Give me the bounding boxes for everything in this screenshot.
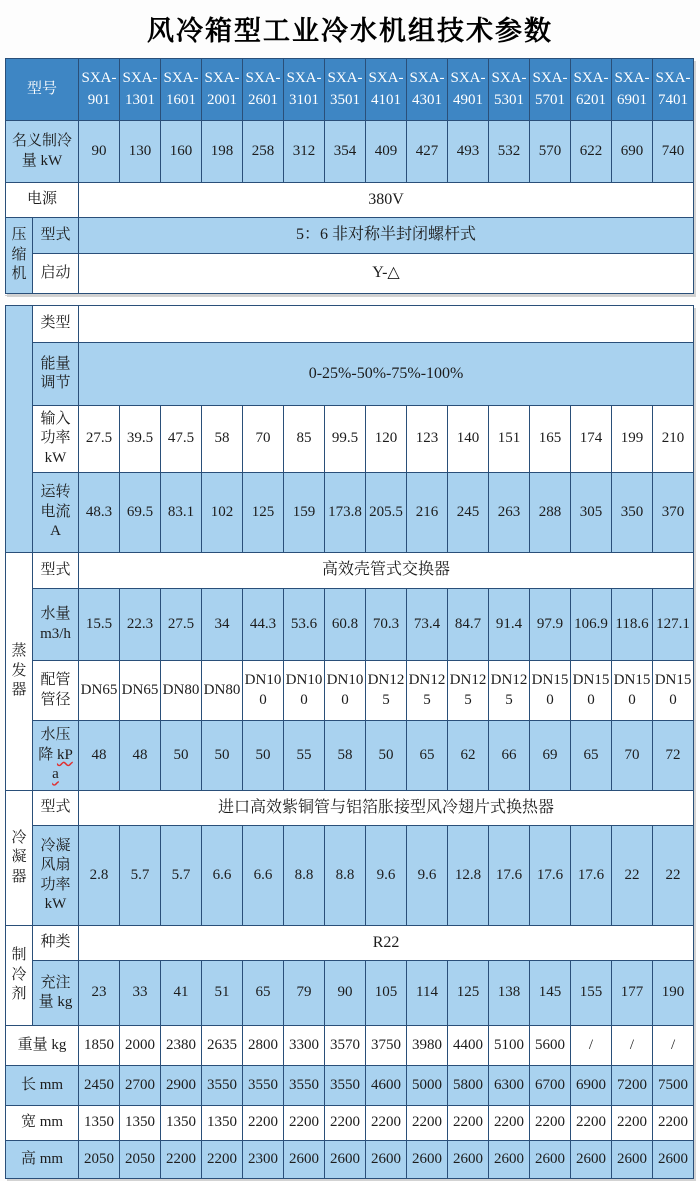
cell-pipe-diameter-col13: DN150 [612,661,653,721]
cell-charge-amount-col7: 105 [366,961,407,1026]
cell-cooling-capacity-col9: 493 [448,121,489,183]
cell-input-power-col13: 199 [612,406,653,473]
cell-water-flow-col7: 70.3 [366,589,407,661]
cell-height-col7: 2600 [366,1141,407,1179]
cell-charge-amount-col2: 41 [161,961,202,1026]
row-label-water-flow: 水量 m3/h [33,589,79,661]
cell-pipe-diameter-col10: DN125 [489,661,530,721]
cell-height-col13: 2600 [612,1141,653,1179]
cell-water-flow-col2: 27.5 [161,589,202,661]
cell-height-col11: 2600 [530,1141,571,1179]
cell-length-col4: 3550 [243,1066,284,1106]
merged-value-power-supply: 380V [79,183,694,218]
model-header-row [6,59,694,121]
cell-weight-col4: 2800 [243,1026,284,1066]
row-label-evaporator-form: 型式 [33,553,79,589]
cell-running-current-col7: 205.5 [366,473,407,553]
cell-water-pressure-drop-col9: 62 [448,721,489,791]
cell-charge-amount-col8: 114 [407,961,448,1026]
table-row-evaporator-form [6,553,694,589]
table-row-condenser-form [6,791,694,826]
cell-cooling-capacity-col11: 570 [530,121,571,183]
merged-value-condenser-form: 进口高效紫铜管与铝箔胀接型风冷翅片式换热器 [79,791,694,826]
model-cell [161,59,202,121]
cell-charge-amount-col3: 51 [202,961,243,1026]
model-prefix: SXA- [81,69,117,86]
model-prefix: SXA- [409,69,445,86]
table-row-length [6,1066,694,1106]
table-row-input-power [6,406,694,473]
cell-fan-power-col1: 5.7 [120,826,161,926]
cell-pipe-diameter-col9: DN125 [448,661,489,721]
model-number: 4301 [412,91,443,108]
cell-fan-power-col11: 17.6 [530,826,571,926]
row-label-pipe-diameter: 配管管径 [33,661,79,721]
model-number: 4101 [371,91,402,108]
cell-width-col10: 2200 [489,1106,530,1141]
row-label-width: 宽 mm [6,1106,79,1141]
cell-length-col13: 7200 [612,1066,653,1106]
cell-height-col10: 2600 [489,1141,530,1179]
row-label-cooling-capacity: 名义制冷量 kW [6,121,79,183]
cell-weight-col0: 1850 [79,1026,120,1066]
cell-water-flow-col1: 22.3 [120,589,161,661]
model-number: 2001 [207,91,238,108]
cell-weight-col13: / [612,1026,653,1066]
table-row-charge-amount [6,961,694,1026]
cell-height-col12: 2600 [571,1141,612,1179]
cell-water-pressure-drop-col0: 48 [79,721,120,791]
cell-fan-power-col6: 8.8 [325,826,366,926]
cell-pipe-diameter-col2: DN80 [161,661,202,721]
cell-running-current-col13: 350 [612,473,653,553]
cell-running-current-col14: 370 [653,473,694,553]
cell-water-flow-col4: 44.3 [243,589,284,661]
cell-water-pressure-drop-col13: 70 [612,721,653,791]
table-row-running-current [6,473,694,553]
cell-length-col10: 6300 [489,1066,530,1106]
cell-length-col0: 2450 [79,1066,120,1106]
cell-fan-power-col12: 17.6 [571,826,612,926]
cell-water-pressure-drop-col6: 58 [325,721,366,791]
model-number: 1601 [166,91,197,108]
cell-water-flow-col3: 34 [202,589,243,661]
model-header-label: 型号 [6,59,79,121]
table-row-fan-power [6,826,694,926]
cell-length-col3: 3550 [202,1066,243,1106]
table-row-power-supply [6,183,694,218]
spec-table-block1 [5,58,694,294]
cell-input-power-col0: 27.5 [79,406,120,473]
cell-weight-col2: 2380 [161,1026,202,1066]
cell-input-power-col14: 210 [653,406,694,473]
cell-width-col1: 1350 [120,1106,161,1141]
model-number: 5701 [535,91,566,108]
cell-running-current-col1: 69.5 [120,473,161,553]
cell-width-col2: 1350 [161,1106,202,1141]
cell-pipe-diameter-col0: DN65 [79,661,120,721]
cell-weight-col9: 4400 [448,1026,489,1066]
model-prefix: SXA- [286,69,322,86]
model-cell [243,59,284,121]
cell-fan-power-col2: 5.7 [161,826,202,926]
cell-input-power-col5: 85 [284,406,325,473]
cell-cooling-capacity-col8: 427 [407,121,448,183]
cell-water-flow-col6: 60.8 [325,589,366,661]
cell-fan-power-col0: 2.8 [79,826,120,926]
row-label-input-power: 输入功率 kW [33,406,79,473]
cell-width-col11: 2200 [530,1106,571,1141]
cell-length-col12: 6900 [571,1066,612,1106]
row-label-condenser-form: 型式 [33,791,79,826]
row-label-charge-amount: 充注量 kg [33,961,79,1026]
group-label-condenser-form: 冷凝器 [6,791,33,926]
row-label-running-current: 运转电流 A [33,473,79,553]
row-label-water-pressure-drop: 水压降 kPa [33,721,79,791]
cell-pipe-diameter-col12: DN150 [571,661,612,721]
cell-fan-power-col13: 22 [612,826,653,926]
cell-water-flow-col14: 127.1 [653,589,694,661]
cell-width-col7: 2200 [366,1106,407,1141]
cell-charge-amount-col4: 65 [243,961,284,1026]
cell-water-flow-col5: 53.6 [284,589,325,661]
cell-height-col2: 2200 [161,1141,202,1179]
table-row-width [6,1106,694,1141]
row-label-compressor-kind: 类型 [33,306,79,343]
cell-running-current-col3: 102 [202,473,243,553]
model-prefix: SXA- [245,69,281,86]
cell-input-power-col12: 174 [571,406,612,473]
group-label-refrigerant-kind: 制冷剂 [6,926,33,1026]
cell-water-pressure-drop-col8: 65 [407,721,448,791]
cell-cooling-capacity-col13: 690 [612,121,653,183]
cell-pipe-diameter-col11: DN150 [530,661,571,721]
cell-input-power-col3: 58 [202,406,243,473]
cell-water-pressure-drop-col11: 69 [530,721,571,791]
cell-pipe-diameter-col4: DN100 [243,661,284,721]
table-row-pipe-diameter [6,661,694,721]
cell-charge-amount-col6: 90 [325,961,366,1026]
cell-water-flow-col8: 73.4 [407,589,448,661]
page-title: 风冷箱型工业冷水机组技术参数 [147,16,553,46]
cell-input-power-col6: 99.5 [325,406,366,473]
cell-length-col8: 5000 [407,1066,448,1106]
cell-charge-amount-col5: 79 [284,961,325,1026]
cell-charge-amount-col12: 155 [571,961,612,1026]
table-row-water-flow [6,589,694,661]
cell-cooling-capacity-col7: 409 [366,121,407,183]
group-label-compressor-form: 压缩机 [6,218,33,294]
table-row-refrigerant-kind [6,926,694,961]
cell-input-power-col1: 39.5 [120,406,161,473]
cell-pipe-diameter-col7: DN125 [366,661,407,721]
cell-running-current-col8: 216 [407,473,448,553]
cell-length-col6: 3550 [325,1066,366,1106]
cell-length-col2: 2900 [161,1066,202,1106]
model-cell [612,59,653,121]
cell-cooling-capacity-col14: 740 [653,121,694,183]
cell-running-current-col9: 245 [448,473,489,553]
model-prefix: SXA- [655,69,691,86]
table-row-compressor-kind [6,306,694,343]
cell-running-current-col2: 83.1 [161,473,202,553]
row-label-weight: 重量 kg [6,1026,79,1066]
cell-water-pressure-drop-col14: 72 [653,721,694,791]
cell-running-current-col6: 173.8 [325,473,366,553]
cell-weight-col10: 5100 [489,1026,530,1066]
cell-fan-power-col9: 12.8 [448,826,489,926]
cell-width-col9: 2200 [448,1106,489,1141]
merged-value-energy-regulation: 0-25%-50%-75%-100% [79,343,694,406]
cell-water-pressure-drop-col4: 50 [243,721,284,791]
cell-fan-power-col14: 22 [653,826,694,926]
cell-cooling-capacity-col3: 198 [202,121,243,183]
row-label-refrigerant-kind: 种类 [33,926,79,961]
table-row-compressor-form [6,218,694,254]
cell-fan-power-col10: 17.6 [489,826,530,926]
cell-cooling-capacity-col1: 130 [120,121,161,183]
cell-cooling-capacity-col0: 90 [79,121,120,183]
cell-height-col6: 2600 [325,1141,366,1179]
cell-charge-amount-col1: 33 [120,961,161,1026]
cell-width-col4: 2200 [243,1106,284,1141]
cell-weight-col12: / [571,1026,612,1066]
cell-width-col6: 2200 [325,1106,366,1141]
cell-water-flow-col9: 84.7 [448,589,489,661]
cell-fan-power-col8: 9.6 [407,826,448,926]
cell-input-power-col2: 47.5 [161,406,202,473]
kpa-spellcheck-underline: kPa [52,746,73,783]
cell-length-col9: 5800 [448,1066,489,1106]
model-prefix: SXA- [122,69,158,86]
cell-water-flow-col13: 118.6 [612,589,653,661]
cell-input-power-col10: 151 [489,406,530,473]
cell-water-pressure-drop-col12: 65 [571,721,612,791]
cell-weight-col1: 2000 [120,1026,161,1066]
model-prefix: SXA- [163,69,199,86]
cell-weight-col7: 3750 [366,1026,407,1066]
cell-height-col14: 2600 [653,1141,694,1179]
model-cell [489,59,530,121]
cell-input-power-col9: 140 [448,406,489,473]
cell-running-current-col10: 263 [489,473,530,553]
model-number: 6901 [617,91,648,108]
cell-input-power-col4: 70 [243,406,284,473]
model-number: 7401 [658,91,689,108]
model-cell [366,59,407,121]
cell-fan-power-col4: 6.6 [243,826,284,926]
cell-weight-col8: 3980 [407,1026,448,1066]
cell-width-col13: 2200 [612,1106,653,1141]
model-number: 3501 [330,91,361,108]
row-label-height: 高 mm [6,1141,79,1179]
row-label-power-supply: 电源 [6,183,79,218]
model-cell [120,59,161,121]
cell-pipe-diameter-col1: DN65 [120,661,161,721]
model-number: 4901 [453,91,484,108]
cell-cooling-capacity-col6: 354 [325,121,366,183]
cell-input-power-col8: 123 [407,406,448,473]
cell-charge-amount-col9: 125 [448,961,489,1026]
cell-water-flow-col0: 15.5 [79,589,120,661]
cell-running-current-col12: 305 [571,473,612,553]
cell-running-current-col4: 125 [243,473,284,553]
cell-height-col3: 2200 [202,1141,243,1179]
cell-length-col7: 4600 [366,1066,407,1106]
cell-charge-amount-col13: 177 [612,961,653,1026]
model-cell [202,59,243,121]
row-label-energy-regulation: 能量调节 [33,343,79,406]
merged-value-evaporator-form: 高效壳管式交换器 [79,553,694,589]
merged-value-compressor-kind [79,306,694,343]
merged-value-compressor-start: Y-△ [79,254,694,294]
cell-height-col9: 2600 [448,1141,489,1179]
cell-weight-col6: 3570 [325,1026,366,1066]
model-cell [407,59,448,121]
cell-running-current-col11: 288 [530,473,571,553]
table-row-compressor-start [6,254,694,294]
cell-water-flow-col11: 97.9 [530,589,571,661]
cell-pipe-diameter-col5: DN100 [284,661,325,721]
cell-pipe-diameter-col3: DN80 [202,661,243,721]
cell-fan-power-col5: 8.8 [284,826,325,926]
row-label-fan-power: 冷凝风扇功率 kW [33,826,79,926]
model-number: 6201 [576,91,607,108]
model-number: 5301 [494,91,525,108]
model-prefix: SXA- [614,69,650,86]
table-row-water-pressure-drop [6,721,694,791]
table-row-height [6,1141,694,1179]
cell-cooling-capacity-col5: 312 [284,121,325,183]
cell-fan-power-col7: 9.6 [366,826,407,926]
cell-height-col4: 2300 [243,1141,284,1179]
cell-cooling-capacity-col2: 160 [161,121,202,183]
row-label-compressor-start: 启动 [33,254,79,294]
cell-height-col0: 2050 [79,1141,120,1179]
cell-length-col11: 6700 [530,1066,571,1106]
model-prefix: SXA- [532,69,568,86]
cell-running-current-col5: 159 [284,473,325,553]
merged-value-refrigerant-kind: R22 [79,926,694,961]
cell-width-col8: 2200 [407,1106,448,1141]
group-label-compressor-kind [6,306,33,553]
cell-height-col5: 2600 [284,1141,325,1179]
model-prefix: SXA- [368,69,404,86]
table-row-weight [6,1026,694,1066]
cell-length-col5: 3550 [284,1066,325,1106]
cell-charge-amount-col0: 23 [79,961,120,1026]
cell-width-col12: 2200 [571,1106,612,1141]
model-cell [448,59,489,121]
table-row-cooling-capacity [6,121,694,183]
cell-water-pressure-drop-col5: 55 [284,721,325,791]
cell-water-flow-col12: 106.9 [571,589,612,661]
cell-input-power-col7: 120 [366,406,407,473]
cell-weight-col3: 2635 [202,1026,243,1066]
cell-weight-col14: / [653,1026,694,1066]
model-cell [79,59,120,121]
cell-water-flow-col10: 91.4 [489,589,530,661]
cell-charge-amount-col14: 190 [653,961,694,1026]
model-prefix: SXA- [573,69,609,86]
model-prefix: SXA- [204,69,240,86]
cell-pipe-diameter-col14: DN150 [653,661,694,721]
model-prefix: SXA- [491,69,527,86]
cell-length-col14: 7500 [653,1066,694,1106]
row-label-length: 长 mm [6,1066,79,1106]
cell-height-col8: 2600 [407,1141,448,1179]
cell-weight-col11: 5600 [530,1026,571,1066]
cell-cooling-capacity-col10: 532 [489,121,530,183]
cell-fan-power-col3: 6.6 [202,826,243,926]
model-number: 2601 [248,91,279,108]
cell-water-pressure-drop-col10: 66 [489,721,530,791]
cell-input-power-col11: 165 [530,406,571,473]
cell-height-col1: 2050 [120,1141,161,1179]
cell-weight-col5: 3300 [284,1026,325,1066]
cell-pipe-diameter-col8: DN125 [407,661,448,721]
model-number: 901 [87,91,111,108]
model-cell [653,59,694,121]
cell-pipe-diameter-col6: DN100 [325,661,366,721]
spec-table-block2 [5,305,694,1179]
cell-cooling-capacity-col4: 258 [243,121,284,183]
cell-water-pressure-drop-col3: 50 [202,721,243,791]
cell-width-col14: 2200 [653,1106,694,1141]
cell-water-pressure-drop-col7: 50 [366,721,407,791]
cell-cooling-capacity-col12: 622 [571,121,612,183]
cell-charge-amount-col11: 145 [530,961,571,1026]
table-section-gap [5,295,695,305]
cell-length-col1: 2700 [120,1066,161,1106]
cell-width-col0: 1350 [79,1106,120,1141]
model-prefix: SXA- [327,69,363,86]
cell-running-current-col0: 48.3 [79,473,120,553]
cell-width-col3: 1350 [202,1106,243,1141]
group-label-evaporator-form: 蒸发器 [6,553,33,791]
table-row-energy-regulation [6,343,694,406]
model-cell [325,59,366,121]
model-cell [571,59,612,121]
model-cell [284,59,325,121]
model-number: 1301 [125,91,156,108]
model-number: 3101 [289,91,320,108]
model-prefix: SXA- [450,69,486,86]
merged-value-compressor-form: 5：6 非对称半封闭螺杆式 [79,218,694,254]
cell-water-pressure-drop-col1: 48 [120,721,161,791]
model-cell [530,59,571,121]
cell-charge-amount-col10: 138 [489,961,530,1026]
cell-water-pressure-drop-col2: 50 [161,721,202,791]
row-label-compressor-form: 型式 [33,218,79,254]
cell-width-col5: 2200 [284,1106,325,1141]
